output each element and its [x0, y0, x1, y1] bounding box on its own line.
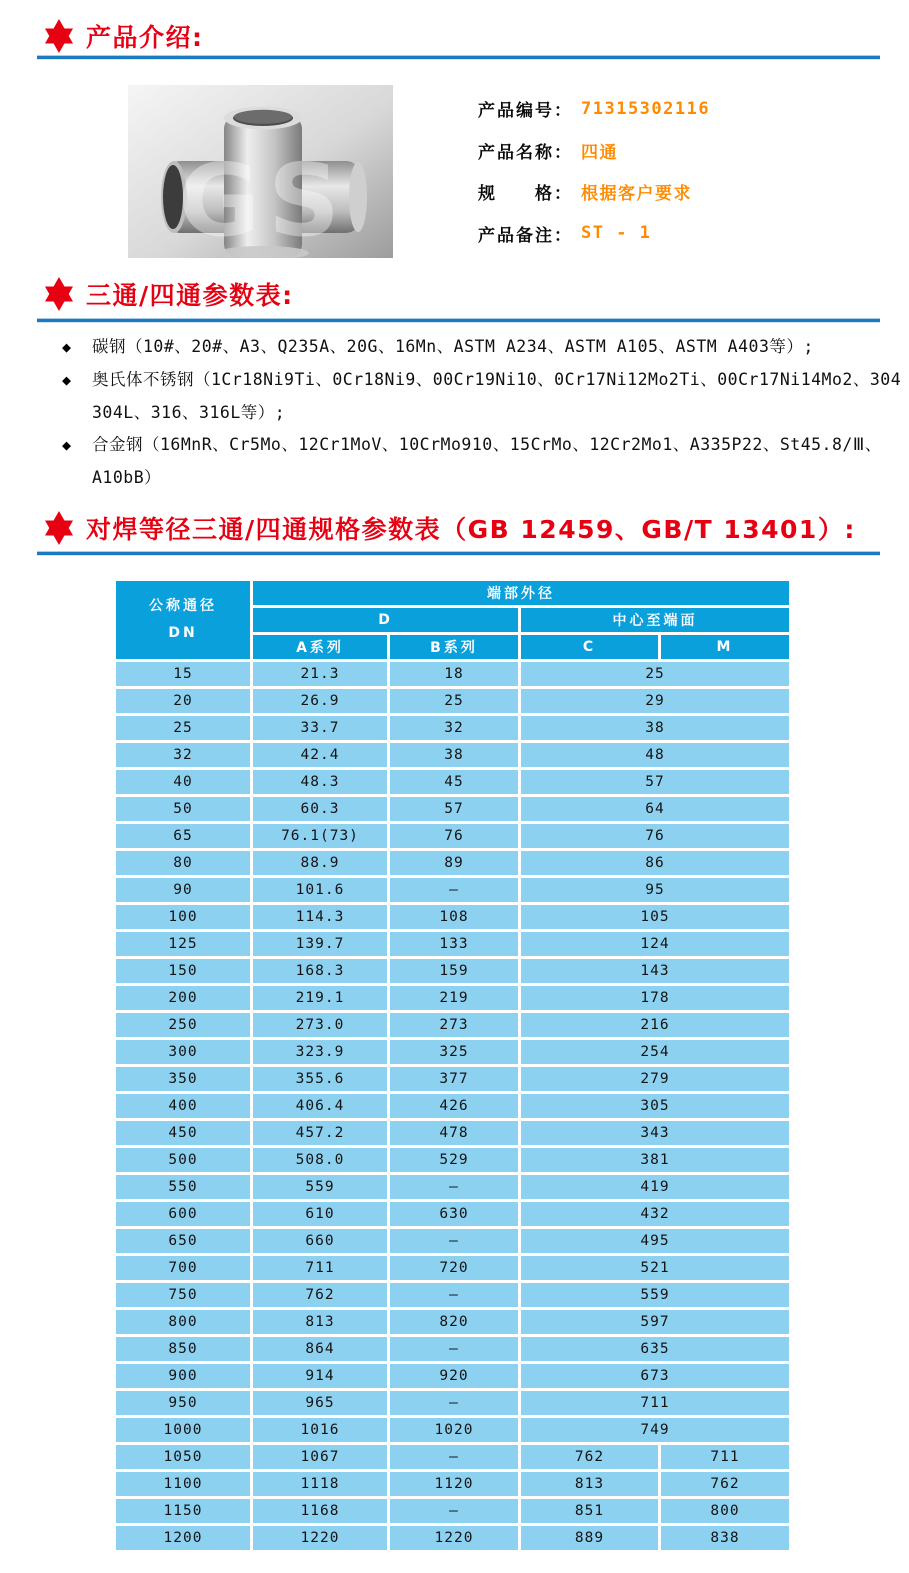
col-header-dn [116, 581, 250, 659]
divider-line [37, 551, 880, 556]
table-cell: 377 [390, 1067, 518, 1091]
table-row [116, 1418, 789, 1442]
table-cell: 60.3 [253, 797, 387, 821]
table-row [116, 986, 789, 1010]
table-cell: 90 [116, 878, 250, 902]
material-item [62, 364, 902, 430]
material-text-line: 奥氏体不锈钢（1Cr18Ni9Ti、0Cr18Ni9、00Cr19Ni10、0Cr17Ni12Mo2Ti、00Cr17Ni14Mo2、304 [92, 369, 902, 389]
table-cell: 660 [253, 1229, 387, 1253]
table-cell: 21.3 [253, 662, 387, 686]
material-text-line: 碳钢（10#、20#、A3、Q235A、20G、16Mn、ASTM A234、ASTM A105、ASTM A403等）; [92, 337, 814, 356]
diamond-bullet-icon: ◆ [62, 370, 72, 389]
table-cell: 711 [253, 1256, 387, 1280]
table-cell: 101.6 [253, 878, 387, 902]
table-cell: 50 [116, 797, 250, 821]
table-cell: 108 [390, 905, 518, 929]
table-cell: 25 [390, 689, 518, 713]
table-cell: 406.4 [253, 1094, 387, 1118]
table-cell: 1118 [253, 1472, 387, 1496]
table-cell: 559 [521, 1283, 789, 1307]
product-field-value: ST - 1 [581, 223, 652, 244]
table-cell: 95 [521, 878, 789, 902]
table-cell: 86 [521, 851, 789, 875]
image-watermark: GS [177, 142, 349, 258]
table-cell: 32 [390, 716, 518, 740]
table-row [116, 1283, 789, 1307]
table-cell: 478 [390, 1121, 518, 1145]
table-cell: — [390, 1337, 518, 1361]
table-cell: 57 [521, 770, 789, 794]
table-cell: — [390, 1229, 518, 1253]
col-header-a-series: A系列 [253, 635, 387, 659]
product-field-row [478, 213, 710, 255]
material-item [62, 331, 872, 364]
col-header-center-to-end: 中心至端面 [521, 608, 789, 632]
table-cell: 25 [521, 662, 789, 686]
table-cell: 450 [116, 1121, 250, 1145]
table-cell: 178 [521, 986, 789, 1010]
product-field-row [478, 171, 710, 213]
table-cell: 700 [116, 1256, 250, 1280]
table-cell: — [390, 1445, 518, 1469]
table-cell: 851 [521, 1499, 658, 1523]
table-row [116, 1094, 789, 1118]
table-row [116, 716, 789, 740]
table-cell: 325 [390, 1040, 518, 1064]
table-cell: 219.1 [253, 986, 387, 1010]
table-cell: 15 [116, 662, 250, 686]
table-cell: 426 [390, 1094, 518, 1118]
table-cell: — [390, 1175, 518, 1199]
table-cell: 650 [116, 1229, 250, 1253]
table-cell: 889 [521, 1526, 658, 1550]
table-cell: 40 [116, 770, 250, 794]
col-header-end-od: 端部外径 [253, 581, 789, 605]
table-row [116, 932, 789, 956]
table-cell: 1168 [253, 1499, 387, 1523]
table-row [116, 1391, 789, 1415]
table-cell: 521 [521, 1256, 789, 1280]
table-cell: 76 [521, 824, 789, 848]
table-cell: 65 [116, 824, 250, 848]
star-icon [42, 510, 76, 546]
table-cell: 32 [116, 743, 250, 767]
product-field-label: 产品备注： [478, 225, 573, 246]
table-cell: 550 [116, 1175, 250, 1199]
table-row [116, 689, 789, 713]
table-cell: 762 [661, 1472, 789, 1496]
table-cell: 711 [661, 1445, 789, 1469]
table-cell: 500 [116, 1148, 250, 1172]
table-cell: 635 [521, 1337, 789, 1361]
product-field-row [478, 130, 710, 172]
table-cell: 279 [521, 1067, 789, 1091]
table-row [116, 1310, 789, 1334]
table-cell: 20 [116, 689, 250, 713]
section-spec-header [42, 510, 856, 546]
table-cell: — [390, 878, 518, 902]
table-cell: 350 [116, 1067, 250, 1091]
table-cell: 673 [521, 1364, 789, 1388]
table-row [116, 1472, 789, 1496]
table-row [116, 1040, 789, 1064]
table-cell: 88.9 [253, 851, 387, 875]
product-image [128, 85, 393, 258]
table-cell: 1067 [253, 1445, 387, 1469]
diamond-bullet-icon: ◆ [62, 338, 72, 356]
table-row [116, 743, 789, 767]
table-cell: 432 [521, 1202, 789, 1226]
table-row [116, 1121, 789, 1145]
col-header-c: C [521, 635, 658, 659]
table-cell: 457.2 [253, 1121, 387, 1145]
table-cell: 80 [116, 851, 250, 875]
table-row [116, 824, 789, 848]
material-text-line: 合金钢（16MnR、Cr5Mo、12Cr1MoV、10CrMo910、15CrMo、12Cr2Mo1、A335P22、St45.8/Ⅲ、 [92, 435, 882, 455]
table-cell: 1220 [390, 1526, 518, 1550]
table-cell: 57 [390, 797, 518, 821]
table-cell: 89 [390, 851, 518, 875]
table-cell: 76 [390, 824, 518, 848]
table-cell: 343 [521, 1121, 789, 1145]
table-row [116, 1067, 789, 1091]
table-cell: 1150 [116, 1499, 250, 1523]
table-row [116, 1499, 789, 1523]
table-cell: 800 [116, 1310, 250, 1334]
table-cell: 850 [116, 1337, 250, 1361]
table-cell: 33.7 [253, 716, 387, 740]
table-cell: 26.9 [253, 689, 387, 713]
material-text-line: 304L、316、316L等）; [92, 402, 286, 422]
table-cell: 48.3 [253, 770, 387, 794]
table-cell: 400 [116, 1094, 250, 1118]
table-cell: 254 [521, 1040, 789, 1064]
table-cell: 45 [390, 770, 518, 794]
table-cell: 711 [521, 1391, 789, 1415]
table-row [116, 1148, 789, 1172]
table-cell: 720 [390, 1256, 518, 1280]
diamond-bullet-icon: ◆ [62, 436, 72, 455]
table-cell: — [390, 1499, 518, 1523]
table-cell: 597 [521, 1310, 789, 1334]
table-cell: 750 [116, 1283, 250, 1307]
table-cell: — [390, 1283, 518, 1307]
table-cell: 273 [390, 1013, 518, 1037]
table-cell: 630 [390, 1202, 518, 1226]
table-cell: 323.9 [253, 1040, 387, 1064]
table-cell: 64 [521, 797, 789, 821]
table-cell: 143 [521, 959, 789, 983]
table-row [116, 1175, 789, 1199]
table-cell: 300 [116, 1040, 250, 1064]
product-field-value: 71315302116 [581, 98, 711, 119]
table-cell: 305 [521, 1094, 789, 1118]
table-cell: 1100 [116, 1472, 250, 1496]
table-cell: 200 [116, 986, 250, 1010]
table-cell: 159 [390, 959, 518, 983]
table-cell: 100 [116, 905, 250, 929]
table-cell: 600 [116, 1202, 250, 1226]
col-header-dn-line1: 公称通径 [149, 598, 217, 615]
spec-table [113, 578, 792, 1553]
table-cell: 1000 [116, 1418, 250, 1442]
product-field-label: 产品编号： [478, 101, 573, 122]
product-field-value: 根据客户要求 [581, 184, 692, 205]
table-cell: — [390, 1391, 518, 1415]
col-header-b-series: B系列 [390, 635, 518, 659]
table-cell: 1016 [253, 1418, 387, 1442]
table-row [116, 905, 789, 929]
table-cell: 920 [390, 1364, 518, 1388]
table-cell: 495 [521, 1229, 789, 1253]
table-cell: 559 [253, 1175, 387, 1199]
product-field-label: 产品名称： [478, 142, 573, 163]
product-field-row [478, 88, 710, 130]
table-row [116, 1229, 789, 1253]
table-cell: 1050 [116, 1445, 250, 1469]
table-row [116, 662, 789, 686]
product-field-label: 规 格： [478, 184, 573, 205]
table-row [116, 1364, 789, 1388]
product-field-value: 四通 [581, 142, 618, 163]
table-cell: 38 [521, 716, 789, 740]
table-cell: 1200 [116, 1526, 250, 1550]
star-icon [42, 18, 76, 54]
table-cell: 1020 [390, 1418, 518, 1442]
table-cell: 273.0 [253, 1013, 387, 1037]
table-cell: 18 [390, 662, 518, 686]
table-cell: 1220 [253, 1526, 387, 1550]
table-row [116, 1013, 789, 1037]
table-cell: 139.7 [253, 932, 387, 956]
material-text-line: A10bB） [92, 468, 162, 488]
table-cell: 1120 [390, 1472, 518, 1496]
table-cell: 508.0 [253, 1148, 387, 1172]
table-cell: 355.6 [253, 1067, 387, 1091]
table-cell: 950 [116, 1391, 250, 1415]
table-cell: 150 [116, 959, 250, 983]
table-cell: 29 [521, 689, 789, 713]
table-cell: 250 [116, 1013, 250, 1037]
table-cell: 105 [521, 905, 789, 929]
section-spec-title: 对焊等径三通/四通规格参数表（GB 12459、GB/T 13401）: [86, 515, 856, 544]
table-cell: 610 [253, 1202, 387, 1226]
table-cell: 900 [116, 1364, 250, 1388]
table-row [116, 797, 789, 821]
table-row [116, 851, 789, 875]
table-cell: 219 [390, 986, 518, 1010]
table-cell: 419 [521, 1175, 789, 1199]
table-cell: 813 [253, 1310, 387, 1334]
table-cell: 168.3 [253, 959, 387, 983]
col-header-d: D [253, 608, 518, 632]
table-cell: 48 [521, 743, 789, 767]
table-cell: 25 [116, 716, 250, 740]
cross-fitting-picture [128, 85, 393, 258]
materials-list [62, 331, 902, 495]
table-row [116, 1202, 789, 1226]
table-cell: 749 [521, 1418, 789, 1442]
section-params-header [42, 276, 294, 312]
table-row [116, 1256, 789, 1280]
table-cell: 914 [253, 1364, 387, 1388]
section-params-title: 三通/四通参数表: [86, 281, 294, 310]
table-cell: 800 [661, 1499, 789, 1523]
table-row [116, 959, 789, 983]
table-cell: 864 [253, 1337, 387, 1361]
table-cell: 762 [521, 1445, 658, 1469]
section-intro-title: 产品介绍: [86, 23, 204, 52]
table-cell: 529 [390, 1148, 518, 1172]
table-row [116, 1526, 789, 1550]
table-row [116, 770, 789, 794]
table-cell: 38 [390, 743, 518, 767]
col-header-dn-line2: DN [168, 625, 198, 641]
product-info [478, 88, 710, 254]
divider-line [37, 55, 880, 60]
table-row [116, 1337, 789, 1361]
table-cell: 124 [521, 932, 789, 956]
table-cell: 820 [390, 1310, 518, 1334]
table-cell: 762 [253, 1283, 387, 1307]
col-header-m: M [661, 635, 789, 659]
table-cell: 76.1(73) [253, 824, 387, 848]
table-cell: 216 [521, 1013, 789, 1037]
table-cell: 813 [521, 1472, 658, 1496]
divider-line [37, 318, 880, 323]
material-item [62, 429, 882, 495]
table-cell: 42.4 [253, 743, 387, 767]
table-cell: 838 [661, 1526, 789, 1550]
section-intro-header [42, 18, 204, 54]
table-cell: 381 [521, 1148, 789, 1172]
table-row [116, 878, 789, 902]
table-cell: 125 [116, 932, 250, 956]
star-icon [42, 276, 76, 312]
table-cell: 965 [253, 1391, 387, 1415]
table-cell: 114.3 [253, 905, 387, 929]
table-row [116, 1445, 789, 1469]
table-cell: 133 [390, 932, 518, 956]
